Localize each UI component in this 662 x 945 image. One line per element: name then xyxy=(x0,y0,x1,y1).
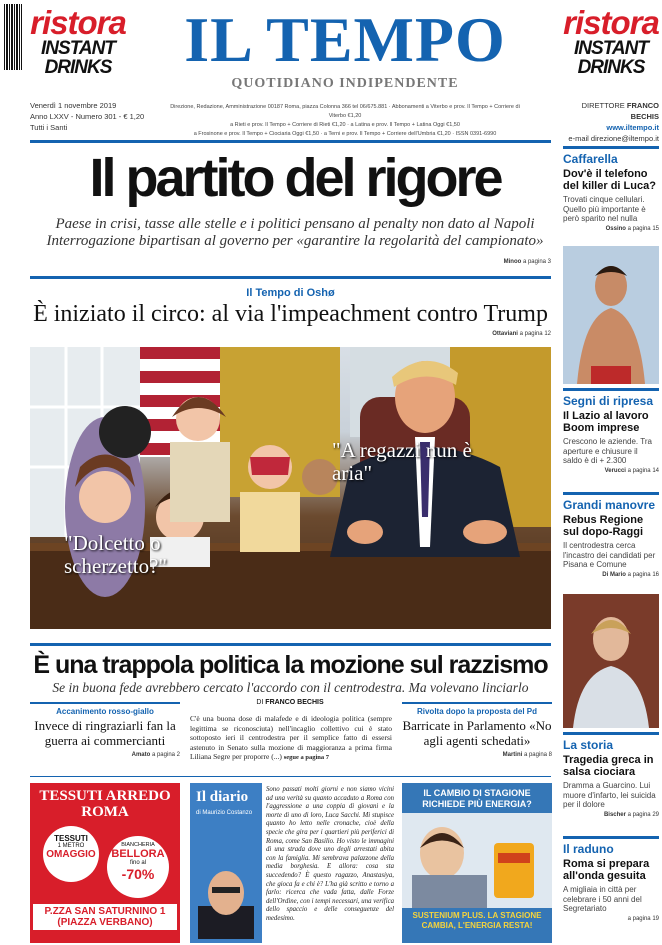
divider xyxy=(30,276,551,279)
ristora-logo-text: ristora xyxy=(30,4,126,41)
sidebar-title: Rebus Regione sul dopo-Raggi xyxy=(563,514,644,538)
issue-date: Venerdì 1 novembre 2019 xyxy=(30,101,117,110)
omaggio-badge xyxy=(43,826,99,882)
sustenium-ad[interactable] xyxy=(402,783,552,943)
sidebar-story-lazio[interactable] xyxy=(563,388,659,488)
divider xyxy=(30,776,551,777)
divider xyxy=(402,702,552,704)
badge-text: -70% xyxy=(121,866,155,882)
website-link[interactable]: www.iltempo.it xyxy=(606,123,659,132)
badge-text: OMAGGIO xyxy=(46,849,96,860)
lead-headline[interactable]: Il partito del rigore xyxy=(89,148,501,208)
trump-headline[interactable]: È iniziato il circo: al via l'impeachment contro Trump xyxy=(33,301,548,327)
tessuti-ad[interactable] xyxy=(30,783,180,943)
razzismo-deck: Se in buona fede avrebbero cercato l'accordo con il centrodestra. Ma volevano linciarlo xyxy=(52,680,529,695)
sustenium-headline: IL CAMBIO DI STAGIONE RICHIEDE PIÙ ENERGIA? xyxy=(422,788,532,809)
badge-text: 1 METRO xyxy=(57,843,85,849)
badge-text: BELLORA xyxy=(111,848,165,860)
ref-page: a pagina 29 xyxy=(627,811,659,818)
sidebar-story-storia[interactable] xyxy=(563,732,659,832)
ristora-tagline: INSTANT DRINKS xyxy=(41,38,115,78)
right-page-ref xyxy=(402,752,552,758)
ristora-ad-right[interactable] xyxy=(561,6,661,77)
razzismo-continue-ref[interactable]: segue a pagina 7 xyxy=(283,754,330,761)
director-label: DIRETTORE xyxy=(581,101,625,110)
sidebar-page-ref xyxy=(563,226,659,232)
badge-text: TESSUTI xyxy=(54,834,88,843)
costanzo-portrait xyxy=(198,861,254,939)
razzismo-body xyxy=(190,714,392,763)
fine-print-line: a Rieti e prov. Il Tempo + Corriere di Rieti €1,20 · a Latina e prov. Il Tempo + Latina Oggi €1,50 xyxy=(230,122,460,128)
lead-page-ref xyxy=(470,259,551,265)
trump-page-ref xyxy=(470,331,551,337)
ref-page: a pagina 3 xyxy=(522,259,551,265)
ref-page: a pagina 19 xyxy=(627,915,659,922)
lead-deck-line: Interrogazione bipartisan al governo per «garantire la regolarità del campionato» xyxy=(46,233,544,249)
fine-print-line: Direzione, Redazione, Amministrazione 00187 Roma, piazza Colonna 366 tel 06/675.881 · Abbonamenti a Viterbo e prov. Il Tempo + Corriere di Viterbo €1,20 xyxy=(170,104,520,119)
razzismo-body-text: C'è una buona dose di malafede e di ideologia politica (sempre legittima se riconosciuta) nell'incaglio collettivo cui è stato sottoposto ieri il centrodestra per il semplice fatto di essersi astenuto in Senato sulla mozione di maggioranza a prima firma Liliana Segre per proporre (...) xyxy=(190,714,392,761)
sidebar-summary: Dramma a Guarcino. Lui muore d'infarto, lei suicida per il dolore xyxy=(563,781,656,809)
diario-author xyxy=(190,806,262,820)
razzismo-headline[interactable]: È una trappola politica la mozione sul razzismo xyxy=(33,651,548,679)
bellora-badge xyxy=(107,836,169,898)
ristora-tagline: INSTANT DRINKS xyxy=(574,38,648,78)
right-column-story[interactable] xyxy=(402,702,552,758)
sustenium-illustration xyxy=(402,813,552,908)
lead-deck-line: Paese in crisi, tasse alle stelle e i politici pensano al penalty non dato al Napoli xyxy=(55,216,535,232)
sidebar-title: Dov'è il telefono del killer di Luca? xyxy=(563,168,656,192)
diario-body: Sono passati molti giorni e non siamo vicini ad una verità su quanto accaduto a Roma con l'aggressione a una coppia di giovani e la morte di uno di loro, Luca Sacchi. Mi stupisce quanto ho letto nelle cronache, cioè della specie che gira per i quartieri più periferici di Roma, come San Basilio. Ho visto le immagini di una strada dove uno degli arrestati abita con la famiglia. Mi sembrava palazzone della media borghesia. E allora: cosa sta succedendo? È questo ragazzo, Anastasiya, che gioca fa e chi è? L'ha già scritto e torno a farlo: ricerca che vada fatta, dalle Forze dell'Ordine, con i tempi necessari, una verifica dello spaccio e delle conseguenze del medesimo. xyxy=(266,786,394,922)
director-line xyxy=(563,100,659,122)
ref-page: a pagina 14 xyxy=(627,467,659,474)
author-prefix: di xyxy=(196,810,201,816)
sidebar-story-raduno[interactable] xyxy=(563,836,659,942)
ristora-ad-left[interactable] xyxy=(28,6,128,77)
sidebar-page-ref xyxy=(563,812,659,818)
director-name: FRANCO BECHIS xyxy=(626,101,659,121)
sidebar-kicker: Caffarella xyxy=(563,146,659,166)
ref-author: Verucci xyxy=(604,467,626,474)
byline-name: FRANCO BECHIS xyxy=(265,699,324,706)
sidebar-story-regione[interactable] xyxy=(563,492,659,592)
divider xyxy=(30,702,180,704)
sidebar-summary: Trovati cinque cellulari. Quello più importante è però sparito nel nulla xyxy=(563,195,646,223)
badge-text: fino al xyxy=(129,860,146,866)
email-link[interactable]: e-mail direzione@iltempo.it xyxy=(568,134,659,143)
sidebar-title: Roma si prepara all'onda gesuita xyxy=(563,858,650,882)
issue-saints: Tutti i Santi xyxy=(30,123,68,132)
divider xyxy=(30,140,551,143)
address-line: P.ZZA SAN SATURNINO 1 xyxy=(44,906,166,917)
fine-print-line: a Frosinone e prov. Il Tempo + Ciociaria Oggi €1,50 · a Terni e prov. Il Tempo + Corriere dell'Umbria €1,20 · ISSN 0391-6990 xyxy=(193,131,497,137)
ref-page: a pagina 2 xyxy=(151,752,180,758)
ref-page: a pagina 16 xyxy=(627,571,659,578)
newspaper-subtitle: QUOTIDIANO INDIPENDENTE xyxy=(231,76,459,91)
sidebar-kicker: Il raduno xyxy=(563,836,659,856)
left-column-story[interactable] xyxy=(30,702,180,758)
sidebar-photo-woman[interactable] xyxy=(563,594,659,728)
ref-author: Di Mario xyxy=(602,571,626,578)
sidebar-page-ref xyxy=(563,468,659,474)
divider xyxy=(30,643,551,646)
children-quote: "Dolcetto o scherzetto?" xyxy=(64,531,168,578)
ref-page: a pagina 12 xyxy=(519,331,551,337)
diario-box[interactable] xyxy=(190,783,262,943)
sidebar-kicker: Grandi manovre xyxy=(563,492,659,512)
left-page-ref xyxy=(30,752,180,758)
sidebar-page-ref xyxy=(563,572,659,578)
sidebar-story-caffarella[interactable] xyxy=(563,146,659,246)
sidebar-summary: Crescono le aziende. Tra aperture e chiusure il saldo è di + 2.300 xyxy=(563,437,652,465)
sidebar-summary: Il centrodestra cerca l'incastro dei candidati per Pisana e Comune xyxy=(563,541,656,569)
tessuti-address xyxy=(33,904,177,930)
ref-author: Martini xyxy=(502,752,523,758)
ref-author: Bischer xyxy=(603,811,626,818)
address-line: (PIAZZA VERBANO) xyxy=(57,917,153,928)
left-kicker: Accanimento rosso-giallo xyxy=(56,707,154,716)
trump-kicker: Il Tempo di Oshø xyxy=(246,287,335,299)
trump-photo[interactable] xyxy=(30,347,551,629)
ref-author: Minoo xyxy=(503,259,522,265)
barcode xyxy=(4,4,22,70)
diario-title: Il diario xyxy=(196,789,249,805)
badge-text: BIANCHERIA xyxy=(121,842,155,848)
tessuti-title: TESSUTI ARREDO ROMA xyxy=(39,788,171,820)
sidebar-page-ref xyxy=(563,916,659,922)
ref-author: Ottaviani xyxy=(492,331,518,337)
issue-info xyxy=(30,100,150,133)
right-kicker: Rivolta dopo la proposta del Pd xyxy=(416,707,537,716)
sidebar-title: Tragedia greca in salsa ciociara xyxy=(563,754,654,778)
byline-prefix: DI xyxy=(256,699,264,706)
sustenium-tagline: SUSTENIUM PLUS. LA STAGIONE CAMBIA, L'ENERGIA RESTA! xyxy=(412,911,542,930)
sidebar-summary: A migliaia in città per celebrare i 50 anni del Segretariato xyxy=(563,885,642,913)
newspaper-title[interactable]: IL TEMPO xyxy=(184,4,506,75)
lead-deck xyxy=(30,216,560,250)
sidebar-kicker: La storia xyxy=(563,732,659,752)
ref-author: Ossino xyxy=(605,225,626,232)
publisher-fine-print xyxy=(170,103,520,139)
right-title: Barricate in Parlamento «No agli agenti schedati» xyxy=(402,718,552,748)
director-info xyxy=(563,100,659,144)
ristora-logo-text: ristora xyxy=(563,4,659,41)
left-title: Invece di ringraziarli fan la guerra ai commercianti xyxy=(34,718,176,748)
sidebar-photo-man[interactable] xyxy=(563,246,659,384)
issue-number: Anno LXXV - Numero 301 - € 1,20 xyxy=(30,112,145,121)
sidebar-title: Il Lazio al lavoro Boom imprese xyxy=(563,410,649,434)
trump-quote: "A regazzi nun è aria" xyxy=(332,438,472,485)
photo-illustration xyxy=(30,347,551,629)
sidebar-kicker: Segni di ripresa xyxy=(563,388,659,408)
ref-page: a pagina 15 xyxy=(627,225,659,232)
author-name: Maurizio Costanzo xyxy=(202,810,253,816)
ref-author: Amato xyxy=(131,752,151,758)
razzismo-byline xyxy=(190,699,390,706)
ref-page: a pagina 8 xyxy=(523,752,552,758)
